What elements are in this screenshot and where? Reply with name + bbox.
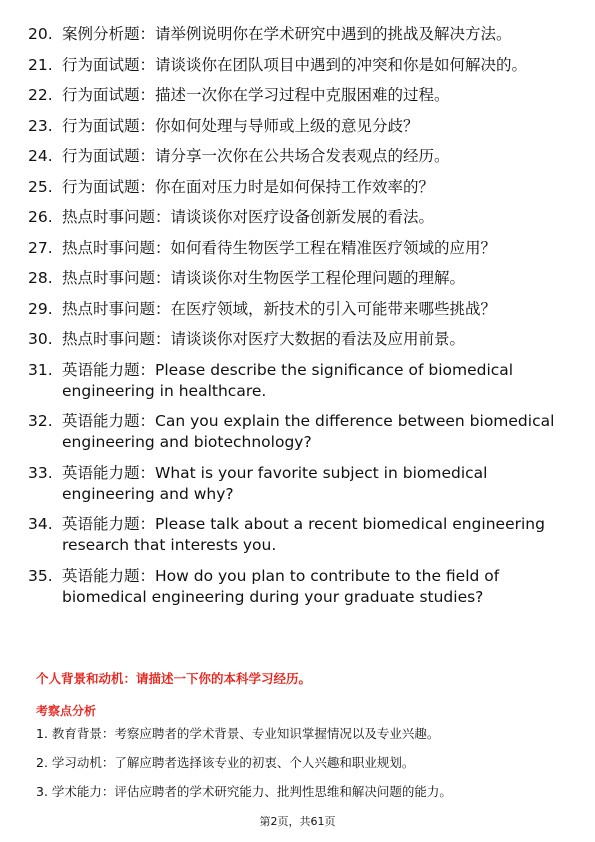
analysis-point: 1. 教育背景：考察应聘者的学术背景、专业知识掌握情况以及专业兴趣。 (36, 726, 440, 741)
analysis-point: 2. 学习动机：了解应聘者选择该专业的初衷、个人兴趣和职业规划。 (36, 755, 415, 770)
question-text: 行为面试题：请谈谈你在团队项目中遇到的冲突和你是如何解决的。 (62, 55, 528, 74)
question-item (28, 268, 568, 289)
question-text: 行为面试题：你如何处理与导师或上级的意见分歧？ (62, 116, 419, 135)
analysis-points (36, 726, 556, 813)
question-number: 27. (28, 238, 53, 257)
question-item (28, 463, 568, 505)
question-item (28, 177, 568, 198)
question-item (28, 514, 568, 556)
question-text: 英语能力题：Please talk about a recent biomedical engineering research that interests you. (62, 515, 545, 554)
question-text: 热点时事问题：请谈谈你对生物医学工程伦理问题的理解。 (62, 269, 466, 287)
question-item (28, 411, 568, 453)
question-text: 行为面试题：请分享一次你在公共场合发表观点的经历。 (62, 147, 450, 165)
question-number: 34. (28, 515, 53, 533)
question-item (28, 299, 568, 320)
question-item (28, 146, 568, 167)
question-number: 23. (28, 116, 53, 135)
question-item (28, 207, 568, 228)
question-number: 26. (28, 208, 53, 226)
question-text: 行为面试题：描述一次你在学习过程中克服困难的过程。 (62, 86, 450, 104)
question-number: 35. (28, 566, 53, 585)
question-text: 英语能力题：Can you explain the difference between biomedical engineering and biotechnology? (62, 412, 555, 451)
analysis-point: 3. 学术能力：评估应聘者的学术研究能力、批判性思维和解决问题的能力。 (36, 784, 452, 799)
question-number: 31. (28, 360, 53, 379)
question-number: 33. (28, 463, 53, 482)
question-text: 热点时事问题：如何看待生物医学工程在精准医疗领域的应用？ (62, 238, 497, 257)
question-text: 热点时事问题：请谈谈你对医疗设备创新发展的看法。 (62, 208, 435, 226)
question-item (28, 566, 568, 608)
question-number: 22. (28, 86, 53, 104)
question-text: 热点时事问题：请谈谈你对医疗大数据的看法及应用前景。 (62, 330, 466, 348)
section-heading: 个人背景和动机：请描述一下你的本科学习经历。 (36, 671, 312, 686)
question-item (28, 24, 568, 45)
question-number: 28. (28, 269, 53, 287)
question-item (28, 55, 568, 76)
question-item (28, 238, 568, 259)
analysis-subheading: 考察点分析 (36, 704, 97, 718)
question-text: 英语能力题：What is your favorite subject in biomedical engineering and why? (62, 463, 488, 503)
question-text: 英语能力题：How do you plan to contribute to the field of biomedical engineering during your graduate studies? (62, 566, 500, 606)
question-number: 32. (28, 412, 53, 430)
question-number: 29. (28, 299, 53, 318)
page-footer: 第2页，共61页 (259, 815, 336, 828)
question-text: 行为面试题：你在面对压力时是如何保持工作效率的？ (62, 177, 435, 196)
question-number: 30. (28, 330, 53, 348)
question-text: 英语能力题：Please describe the significance of biomedical engineering in healthcare. (62, 360, 514, 400)
question-item (28, 116, 568, 137)
question-number: 25. (28, 177, 53, 196)
question-item (28, 85, 568, 106)
question-item (28, 360, 568, 402)
question-item (28, 329, 568, 350)
question-number: 20. (28, 25, 53, 43)
question-text: 热点时事问题：在医疗领域，新技术的引入可能带来哪些挑战？ (62, 299, 497, 318)
question-number: 21. (28, 55, 53, 74)
question-text: 案例分析题：请举例说明你在学术研究中遇到的挑战及解决方法。 (62, 25, 512, 43)
question-number: 24. (28, 147, 53, 165)
question-list (28, 24, 568, 617)
